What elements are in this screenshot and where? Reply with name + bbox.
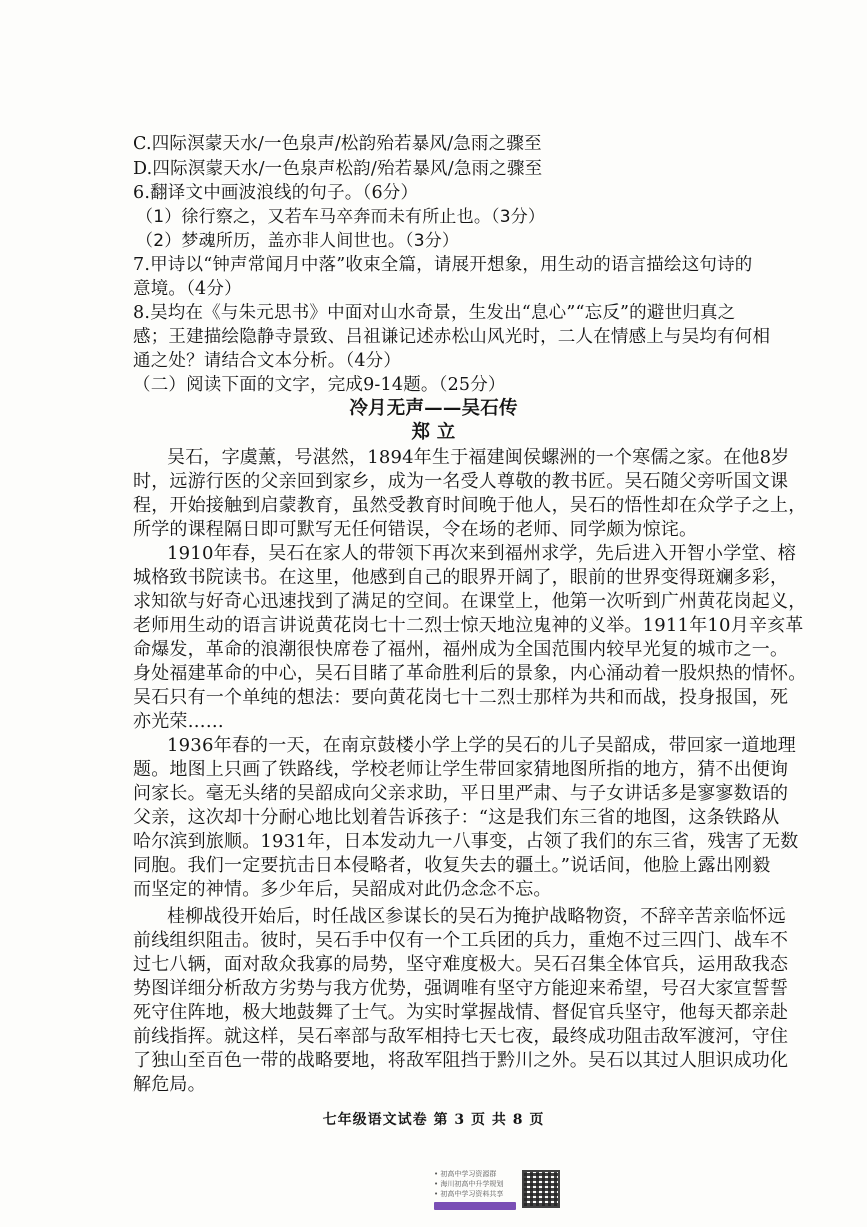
article-line: 程，开始接触到启蒙教育，虽然受教育时间晚于他人，吴石的悟性却在众学子之上， <box>133 495 807 516</box>
article-line: 吴石只有一个单纯的想法：要向黄花岗七十二烈士那样为共和而战，投身报国，死 <box>133 687 789 708</box>
question-8-line-2: 感；王建描绘隐静寺景致、吕祖谦记述赤松山风光时，二人在情感上与吴均有何相 <box>133 327 771 347</box>
question-7-line-1: 7.甲诗以“钟声常闻月中落”收束全篇，请展开想象，用生动的语言描绘这句诗的 <box>133 255 753 275</box>
qr-code-icon[interactable] <box>522 1170 560 1208</box>
option-d: D.四际溟蒙天水/一色泉声松韵/殆若暴风/急雨之骤至 <box>133 159 543 179</box>
article-line: 而坚定的神情。多少年后，吴韶成对此仍念念不忘。 <box>133 879 552 900</box>
question-8-line-3: 通之处？请结合文本分析。（4分） <box>133 351 402 371</box>
article-line: 1910年春，吴石在家人的带领下再次来到福州求学，先后进入开智小学堂、榕 <box>167 543 797 564</box>
article-line: 所学的课程隔日即可默写无任何错误，令在场的老师、同学颇为惊诧。 <box>133 519 698 540</box>
article-line: 死守住阵地，极大地鼓舞了士气。为实时掌握战情、督促官兵坚守，他每天都亲赴 <box>133 1002 789 1023</box>
article-line: 前线组织阻击。彼时，吴石手中仅有一个工兵团的兵力，重炮不过三四门、战车不 <box>133 930 789 951</box>
article-line: 同胞。我们一定要抗击日本侵略者，收复失去的疆土。”说话间，他脸上露出刚毅 <box>133 855 771 876</box>
promo-line-3: • 初高中学习资料共享 <box>434 1190 504 1198</box>
article-line: 了独山至百色一带的战略要地，将敌军阻挡于黔川之外。吴石以其过人胆识成功化 <box>133 1050 789 1071</box>
article-line: 势图详细分析敌方劣势与我方优势，强调唯有坚守方能迎来希望，号召大家宣誓誓 <box>133 978 789 999</box>
article-line: 解危局。 <box>133 1074 206 1095</box>
promo-line-2: • 海川初高中升学规划 <box>434 1180 504 1188</box>
article-line: 老师用生动的语言讲说黄花岗七十二烈士惊天地泣鬼神的义举。1911年10月辛亥革 <box>133 615 804 636</box>
article-line: 哈尔滨到旅顺。1931年，日本发动九一八事变，占领了我们的东三省，残害了无数 <box>133 831 799 852</box>
article-line: 1936年春的一天，在南京鼓楼小学上学的吴石的儿子吴韶成，带回家一道地理 <box>167 735 797 756</box>
article-line: 时，远游行医的父亲回到家乡，成为一名受人尊敬的教书匠。吴石随父旁听国文课 <box>133 471 789 492</box>
article-line: 命爆发，革命的浪潮很快席卷了福州，福州成为全国范围内较早光复的城市之一。 <box>133 639 789 660</box>
promo-strip <box>434 1202 516 1210</box>
promo-text <box>434 1170 516 1210</box>
question-7-line-2: 意境。（4分） <box>133 279 242 299</box>
article-line: 城格致书院读书。在这里，他感到自己的眼界开阔了，眼前的世界变得斑斓多彩， <box>133 567 789 588</box>
section-2-heading: （二）阅读下面的文字，完成9-14题。（25分） <box>133 375 506 395</box>
question-6-part-1: （1）徐行察之，又若车马卒奔而未有所止也。（3分） <box>136 207 546 227</box>
promo-badge <box>434 1170 566 1216</box>
article-title: 冷月无声——吴石传 <box>349 398 518 419</box>
article-line: 身处福建革命的中心，吴石目睹了革命胜利后的景象，内心涌动着一股炽热的情怀。 <box>133 663 807 684</box>
question-6-part-2: （2）梦魂所历，盖亦非人间世也。（3分） <box>136 231 460 251</box>
article-line: 前线指挥。就这样，吴石率部与敌军相持七天七夜，最终成功阻击敌军渡河，守住 <box>133 1026 789 1047</box>
article-line: 吴石，字虞薰，号湛然，1894年生于福建闽侯螺洲的一个寒儒之家。在他8岁 <box>167 447 790 468</box>
article-line: 题。地图上只画了铁路线，学校老师让学生带回家猜地图所指的地方，猜不出便询 <box>133 759 789 780</box>
article-line: 桂柳战役开始后，时任战区参谋长的吴石为掩护战略物资，不辞辛苦亲临怀远 <box>167 906 786 927</box>
article-line: 亦光荣…… <box>133 711 224 732</box>
article-author: 郑 立 <box>411 422 456 443</box>
article-line: 求知欲与好奇心迅速找到了满足的空间。在课堂上，他第一次听到广州黄花岗起义， <box>133 591 807 612</box>
promo-line-1: • 初高中学习资源群 <box>434 1170 497 1178</box>
question-8-line-1: 8.吴均在《与朱元思书》中面对山水奇景，生发出“息心”“忘反”的避世归真之 <box>133 303 736 323</box>
article-line: 过七八辆，面对敌众我寡的局势，坚守难度极大。吴石召集全体官兵，运用敌我态 <box>133 954 789 975</box>
option-c: C.四际溟蒙天水/一色泉声/松韵殆若暴风/急雨之骤至 <box>133 134 542 154</box>
article-line: 问家长。毫无头绪的吴韶成向父亲求助，平日里严肃、与子女讲话多是寥寥数语的 <box>133 783 789 804</box>
article-line: 父亲，这次却十分耐心地比划着告诉孩子：“这是我们东三省的地图，这条铁路从 <box>133 807 780 828</box>
page-footer: 七年级语文试卷 第 3 页 共 8 页 <box>322 1112 545 1128</box>
question-6: 6.翻译文中画波浪线的句子。（6分） <box>133 183 419 203</box>
